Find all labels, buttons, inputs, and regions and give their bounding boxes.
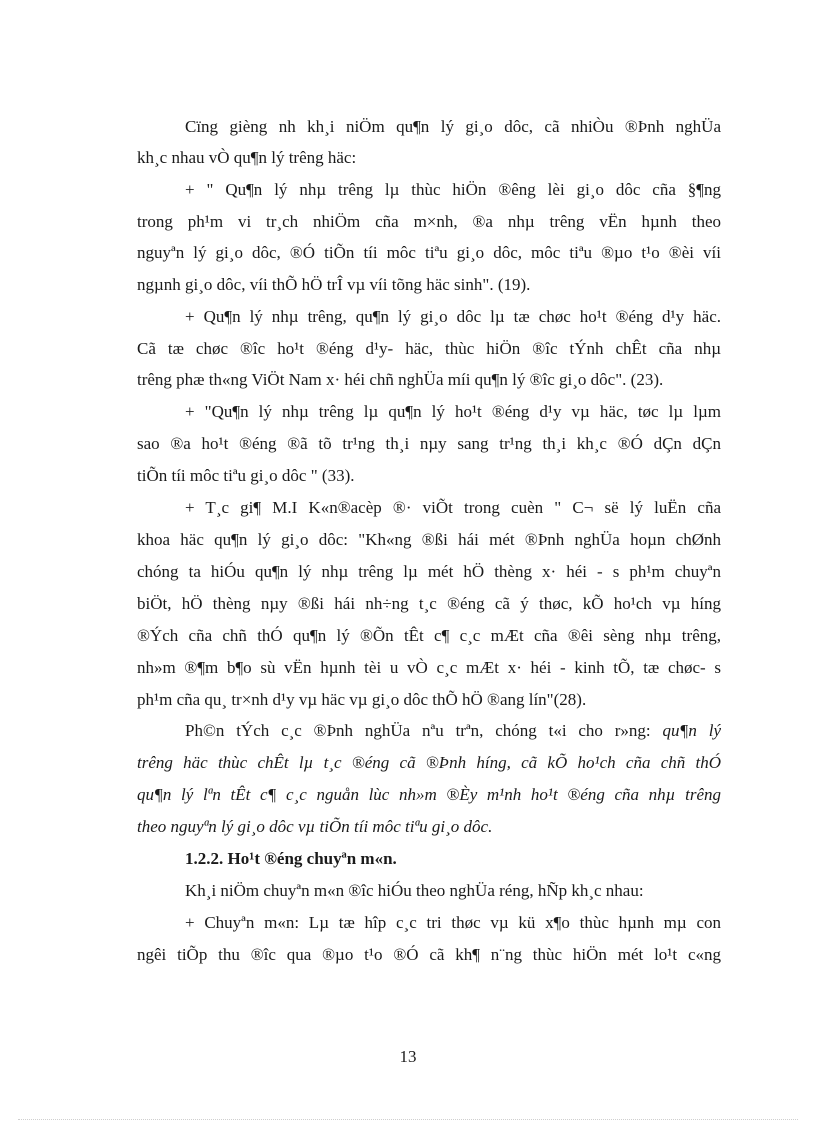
body-line: ®Ých cña chñ thÓ qu¶n lý ®Õn tÊt c¶ c¸c mÆt cña ®êi sèng nhµ trêng,: [137, 626, 721, 645]
body-line: + " Qu¶n lý nhµ trêng lµ thùc hiÖn ®êng lèi gi¸o dôc cña §¶ng: [185, 180, 721, 199]
body-line: + "Qu¶n lý nhµ trêng lµ qu¶n lý ho¹t ®éng d¹y vµ häc, tøc lµ lµm: [185, 402, 721, 421]
analysis-lead-in: Ph©n tÝch c¸c ®Þnh nghÜa nªu trªn, chóng t«i cho r»ng:: [185, 721, 651, 740]
body-line: kh¸c nhau vÒ qu¶n lý trêng häc:: [137, 148, 357, 167]
body-line: theo nguyªn lý gi¸o dôc vµ tiÕn tíi môc tiªu gi¸o dôc.: [137, 817, 493, 836]
body-line: nguyªn lý gi¸o dôc, ®Ó tiÕn tíi môc tiªu gi¸o dôc, môc tiªu ®µo t¹o ®èi víi: [137, 243, 721, 262]
body-line: Cã tæ chøc ®îc ho¹t ®éng d¹y- häc, thùc hiÖn ®îc tÝnh chÊt cña nhµ: [137, 339, 721, 358]
body-line: ph¹m cña qu¸ tr×nh d¹y vµ häc vµ gi¸o dôc thÕ hÖ ®ang lín"(28).: [137, 690, 587, 709]
body-line: nh»m ®¶m b¶o sù vËn hµnh tèi u vÒ c¸c mÆt x· héi - kinh tÕ, tæ chøc- s: [137, 658, 721, 677]
section-heading: 1.2.2. Ho¹t ®éng chuyªn m«n.: [185, 849, 397, 868]
body-line: ngµnh gi¸o dôc, víi thÕ hÖ trÎ vµ víi tõng häc sinh". (19).: [137, 275, 531, 294]
body-line: + Qu¶n lý nhµ trêng, qu¶n lý gi¸o dôc lµ tæ chøc ho¹t ®éng d¹y häc.: [185, 307, 721, 326]
page-bottom-rule: [18, 1119, 798, 1120]
body-line: trêng phæ th«ng ViÖt Nam x· héi chñ nghÜa míi qu¶n lý ®îc gi¸o dôc". (23).: [137, 370, 664, 389]
definition-start: qu¶n lý: [662, 721, 721, 740]
body-line: Cïng gièng nh kh¸i niÖm qu¶n lý gi¸o dôc, cã nhiÒu ®Þnh nghÜa: [185, 117, 721, 136]
page-number: 13: [399, 1047, 417, 1066]
body-line: khoa häc qu¶n lý gi¸o dôc: "Kh«ng ®ßi hái mét ®Þnh nghÜa hoµn chØnh: [137, 530, 721, 549]
body-line: trong ph¹m vi tr¸ch nhiÖm cña m×nh, ®a nhµ trêng vËn hµnh theo: [137, 212, 721, 231]
body-line: ngêi tiÕp thu ®îc qua ®µo t¹o ®Ó cã kh¶ n¨ng thùc hiÖn mét lo¹t c«ng: [137, 945, 721, 964]
body-line: trêng häc thùc chÊt lµ t¸c ®éng cã ®Þnh híng, cã kÕ ho¹ch cña chñ thÓ: [137, 753, 721, 772]
body-line: chóng ta hiÓu qu¶n lý nhµ trêng lµ mét hÖ thèng x· héi - s ph¹m chuyªn: [137, 562, 721, 581]
body-line: sao ®a ho¹t ®éng ®ã tõ tr¹ng th¸i nµy sang tr¹ng th¸i kh¸c ®Ó dÇn dÇn: [137, 434, 721, 453]
body-line: tiÕn tíi môc tiªu gi¸o dôc " (33).: [137, 466, 355, 485]
body-line: Kh¸i niÖm chuyªn m«n ®îc hiÓu theo nghÜa réng, hÑp kh¸c nhau:: [185, 881, 644, 900]
body-line: + T¸c gi¶ M.I K«n®acèp ®· viÕt trong cuèn " C¬ së lý luËn cña: [185, 498, 721, 517]
body-line: qu¶n lý lªn tÊt c¶ c¸c nguån lùc nh»m ®Èy m¹nh ho¹t ®éng cña nhµ trêng: [137, 785, 721, 804]
body-line: + Chuyªn m«n: Lµ tæ hîp c¸c tri thøc vµ kü x¶o thùc hµnh mµ con: [185, 913, 721, 932]
body-line: biÖt, hÖ thèng nµy ®ßi hái nh÷ng t¸c ®éng cã ý thøc, kÕ ho¹ch vµ híng: [137, 594, 721, 613]
body-line: [185, 720, 721, 742]
